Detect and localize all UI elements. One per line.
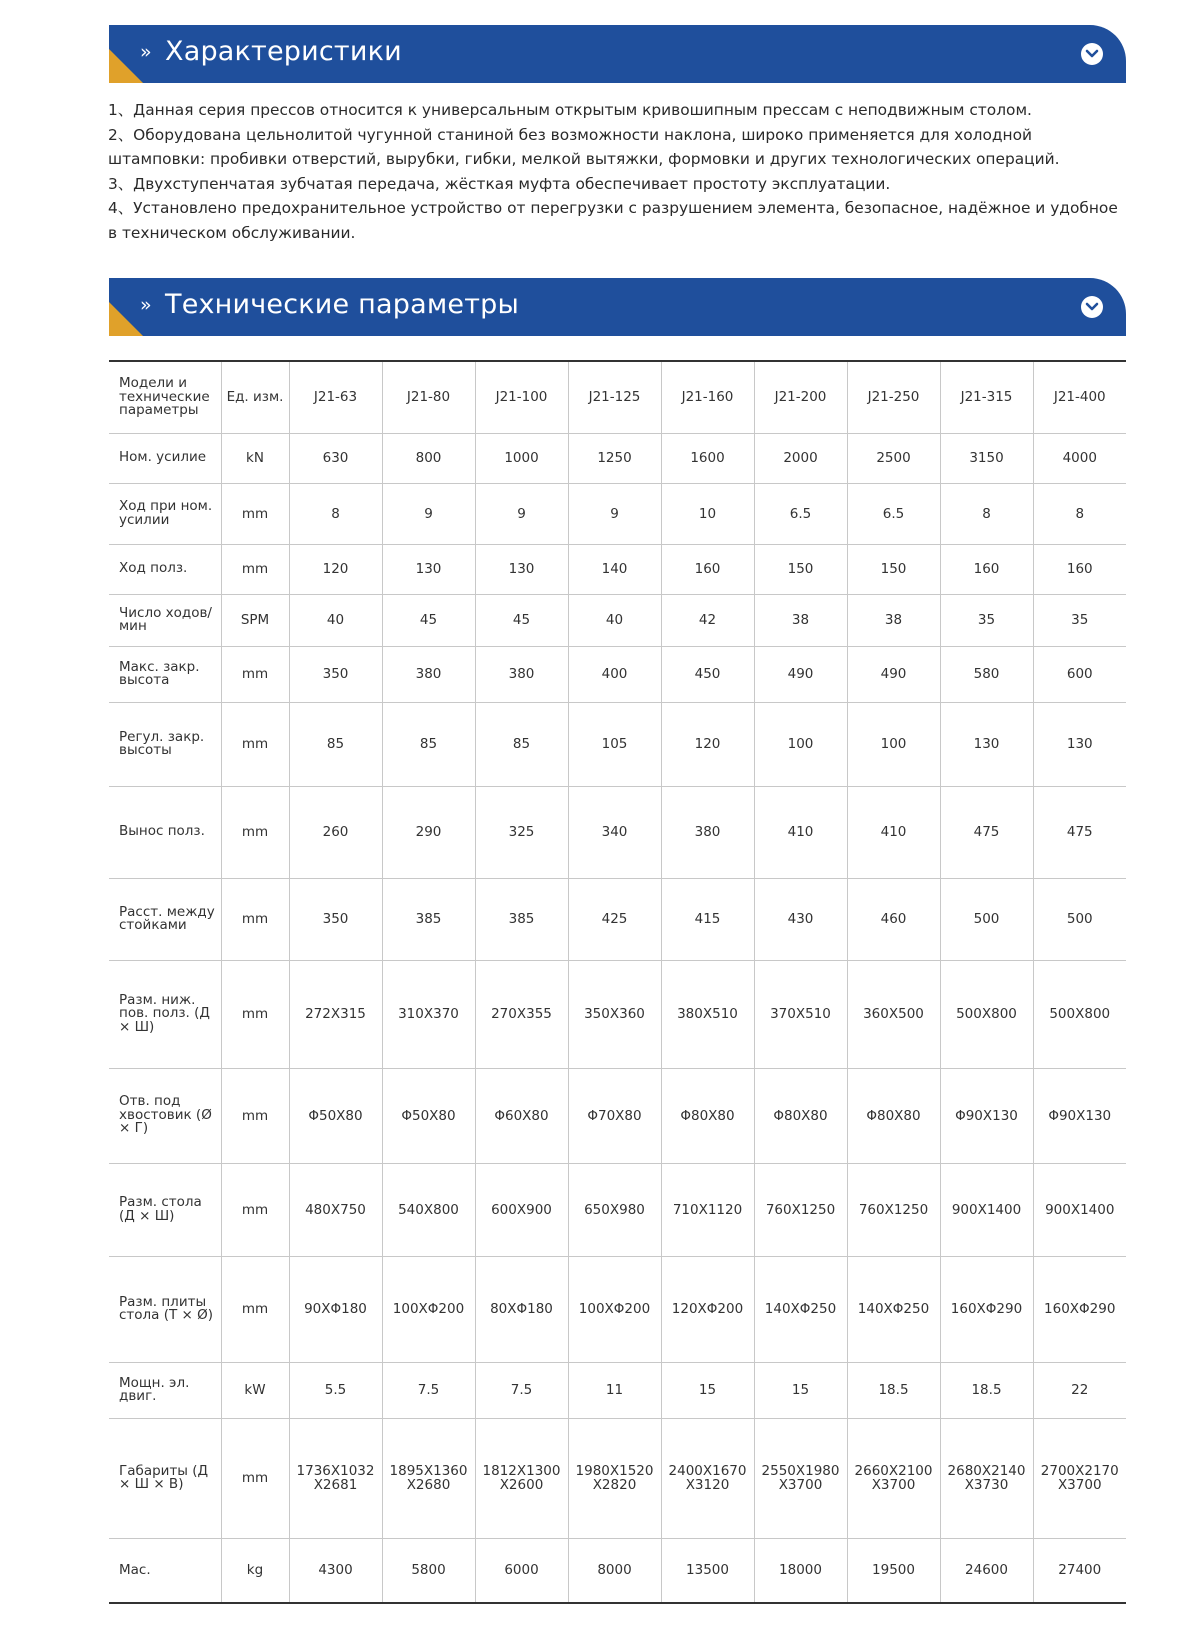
- param-name: Макс. закр. высота: [109, 646, 221, 702]
- features-list: [108, 98, 1128, 245]
- table-header-row: [109, 361, 1126, 433]
- value-cell: Φ80X80: [847, 1068, 940, 1163]
- spec-section-title: Технические параметры: [165, 289, 519, 320]
- corner-accent: [109, 49, 143, 83]
- corner-accent: [109, 302, 143, 336]
- value-cell: 42: [661, 594, 754, 646]
- param-name: Регул. закр. высоты: [109, 702, 221, 786]
- value-cell: 430: [754, 878, 847, 960]
- value-cell: 650X980: [568, 1163, 661, 1256]
- value-cell: 500X800: [1033, 960, 1126, 1068]
- value-cell: 385: [382, 878, 475, 960]
- value-cell: 475: [940, 786, 1033, 878]
- value-cell: 3150: [940, 433, 1033, 483]
- param-name: Мас.: [109, 1538, 221, 1603]
- value-cell: 35: [1033, 594, 1126, 646]
- value-cell: 1980X1520 X2820: [568, 1418, 661, 1538]
- param-name: Ход при ном. усилии: [109, 483, 221, 544]
- param-unit: mm: [221, 1068, 289, 1163]
- value-cell: 120XΦ200: [661, 1256, 754, 1362]
- table-row: [109, 786, 1126, 878]
- model-header: J21-125: [568, 361, 661, 433]
- value-cell: 2400X1670 X3120: [661, 1418, 754, 1538]
- value-cell: 2660X2100 X3700: [847, 1418, 940, 1538]
- value-cell: 45: [382, 594, 475, 646]
- value-cell: 270X355: [475, 960, 568, 1068]
- param-name: Мощн. эл. двиг.: [109, 1362, 221, 1418]
- value-cell: 310X370: [382, 960, 475, 1068]
- value-cell: 140XΦ250: [847, 1256, 940, 1362]
- chevron-right-icon: »: [140, 41, 152, 63]
- value-cell: 18.5: [940, 1362, 1033, 1418]
- value-cell: 450: [661, 646, 754, 702]
- value-cell: 380X510: [661, 960, 754, 1068]
- value-cell: Φ50X80: [289, 1068, 382, 1163]
- header-param-label: Модели и технические параметры: [109, 361, 221, 433]
- value-cell: 120: [661, 702, 754, 786]
- value-cell: 900X1400: [1033, 1163, 1126, 1256]
- table-row: [109, 1163, 1126, 1256]
- param-name: Габариты (Д × Ш × В): [109, 1418, 221, 1538]
- value-cell: 90XΦ180: [289, 1256, 382, 1362]
- value-cell: 160XΦ290: [1033, 1256, 1126, 1362]
- value-cell: 410: [754, 786, 847, 878]
- value-cell: 340: [568, 786, 661, 878]
- table-row: [109, 646, 1126, 702]
- features-section-header: [109, 25, 1126, 83]
- value-cell: 7.5: [475, 1362, 568, 1418]
- value-cell: 27400: [1033, 1538, 1126, 1603]
- table-row: [109, 1418, 1126, 1538]
- value-cell: 1000: [475, 433, 568, 483]
- value-cell: 710X1120: [661, 1163, 754, 1256]
- value-cell: 85: [382, 702, 475, 786]
- model-header: J21-100: [475, 361, 568, 433]
- feature-item: 4、Установлено предохранительное устройство от перегрузки с разрушением элемента, безопасное, надёжное и удобное в техническом обслуживании.: [108, 199, 1118, 242]
- spec-table: [109, 360, 1126, 1604]
- value-cell: 40: [289, 594, 382, 646]
- value-cell: 500: [940, 878, 1033, 960]
- value-cell: 120: [289, 544, 382, 594]
- value-cell: 4000: [1033, 433, 1126, 483]
- model-header: J21-200: [754, 361, 847, 433]
- value-cell: 15: [661, 1362, 754, 1418]
- value-cell: 370X510: [754, 960, 847, 1068]
- value-cell: 7.5: [382, 1362, 475, 1418]
- value-cell: 85: [289, 702, 382, 786]
- spec-section-header: [109, 278, 1126, 336]
- value-cell: 10: [661, 483, 754, 544]
- value-cell: 350: [289, 646, 382, 702]
- value-cell: Φ50X80: [382, 1068, 475, 1163]
- value-cell: 100: [847, 702, 940, 786]
- value-cell: Φ90X130: [940, 1068, 1033, 1163]
- value-cell: 2000: [754, 433, 847, 483]
- value-cell: 500X800: [940, 960, 1033, 1068]
- table-row: [109, 702, 1126, 786]
- param-name: Ном. усилие: [109, 433, 221, 483]
- value-cell: 150: [847, 544, 940, 594]
- param-unit: kW: [221, 1362, 289, 1418]
- value-cell: 9: [475, 483, 568, 544]
- param-name: Разм. плиты стола (Т × Ø): [109, 1256, 221, 1362]
- value-cell: 38: [847, 594, 940, 646]
- param-name: Отв. под хвостовик (Ø × Г): [109, 1068, 221, 1163]
- value-cell: 40: [568, 594, 661, 646]
- value-cell: 1600: [661, 433, 754, 483]
- value-cell: 6.5: [847, 483, 940, 544]
- value-cell: Φ80X80: [661, 1068, 754, 1163]
- param-unit: mm: [221, 646, 289, 702]
- value-cell: 350X360: [568, 960, 661, 1068]
- table-row: [109, 433, 1126, 483]
- value-cell: 2500: [847, 433, 940, 483]
- value-cell: 350: [289, 878, 382, 960]
- value-cell: 160XΦ290: [940, 1256, 1033, 1362]
- value-cell: 2550X1980 X3700: [754, 1418, 847, 1538]
- value-cell: 80XΦ180: [475, 1256, 568, 1362]
- value-cell: 130: [940, 702, 1033, 786]
- param-name: Расст. между стойками: [109, 878, 221, 960]
- value-cell: 18.5: [847, 1362, 940, 1418]
- value-cell: 45: [475, 594, 568, 646]
- value-cell: 325: [475, 786, 568, 878]
- param-unit: kN: [221, 433, 289, 483]
- param-unit: SPM: [221, 594, 289, 646]
- value-cell: 18000: [754, 1538, 847, 1603]
- value-cell: 38: [754, 594, 847, 646]
- value-cell: 425: [568, 878, 661, 960]
- model-header: J21-80: [382, 361, 475, 433]
- model-header: J21-160: [661, 361, 754, 433]
- value-cell: 35: [940, 594, 1033, 646]
- chevron-down-circle-icon[interactable]: [1081, 43, 1103, 65]
- param-unit: mm: [221, 1256, 289, 1362]
- value-cell: Φ70X80: [568, 1068, 661, 1163]
- value-cell: 760X1250: [754, 1163, 847, 1256]
- value-cell: 8: [1033, 483, 1126, 544]
- model-header: J21-250: [847, 361, 940, 433]
- param-name: Вынос полз.: [109, 786, 221, 878]
- chevron-down-circle-icon[interactable]: [1081, 296, 1103, 318]
- value-cell: 360X500: [847, 960, 940, 1068]
- value-cell: 160: [1033, 544, 1126, 594]
- value-cell: 400: [568, 646, 661, 702]
- param-unit: mm: [221, 786, 289, 878]
- value-cell: 540X800: [382, 1163, 475, 1256]
- value-cell: 1895X1360 X2680: [382, 1418, 475, 1538]
- value-cell: 380: [661, 786, 754, 878]
- value-cell: 6.5: [754, 483, 847, 544]
- value-cell: 1812X1300 X2600: [475, 1418, 568, 1538]
- value-cell: 24600: [940, 1538, 1033, 1603]
- value-cell: 8: [940, 483, 1033, 544]
- param-unit: mm: [221, 1163, 289, 1256]
- param-name: Ход полз.: [109, 544, 221, 594]
- value-cell: 415: [661, 878, 754, 960]
- value-cell: 630: [289, 433, 382, 483]
- value-cell: 272X315: [289, 960, 382, 1068]
- value-cell: 85: [475, 702, 568, 786]
- value-cell: 6000: [475, 1538, 568, 1603]
- value-cell: 130: [475, 544, 568, 594]
- value-cell: 290: [382, 786, 475, 878]
- param-unit: mm: [221, 878, 289, 960]
- value-cell: 460: [847, 878, 940, 960]
- chevron-right-icon: »: [140, 294, 152, 316]
- value-cell: 140XΦ250: [754, 1256, 847, 1362]
- param-unit: mm: [221, 1418, 289, 1538]
- value-cell: 100XΦ200: [568, 1256, 661, 1362]
- value-cell: 1736X1032 X2681: [289, 1418, 382, 1538]
- value-cell: 130: [382, 544, 475, 594]
- value-cell: 140: [568, 544, 661, 594]
- model-header: J21-400: [1033, 361, 1126, 433]
- value-cell: 100XΦ200: [382, 1256, 475, 1362]
- value-cell: 900X1400: [940, 1163, 1033, 1256]
- table-row: [109, 1068, 1126, 1163]
- feature-item: 1、Данная серия прессов относится к универсальным открытым кривошипным прессам с неподвижным столом.: [108, 101, 1032, 119]
- value-cell: 15: [754, 1362, 847, 1418]
- param-name: Разм. стола (Д × Ш): [109, 1163, 221, 1256]
- value-cell: 8: [289, 483, 382, 544]
- value-cell: 490: [754, 646, 847, 702]
- value-cell: 760X1250: [847, 1163, 940, 1256]
- header-unit-label: Ед. изм.: [221, 361, 289, 433]
- table-row: [109, 1362, 1126, 1418]
- table-row: [109, 483, 1126, 544]
- value-cell: 1250: [568, 433, 661, 483]
- value-cell: 410: [847, 786, 940, 878]
- value-cell: 385: [475, 878, 568, 960]
- value-cell: 2700X2170 X3700: [1033, 1418, 1126, 1538]
- value-cell: 260: [289, 786, 382, 878]
- table-row: [109, 1256, 1126, 1362]
- value-cell: 19500: [847, 1538, 940, 1603]
- table-row: [109, 878, 1126, 960]
- param-unit: mm: [221, 960, 289, 1068]
- value-cell: 475: [1033, 786, 1126, 878]
- feature-item: 3、Двухступенчатая зубчатая передача, жёсткая муфта обеспечивает простоту эксплуатации.: [108, 174, 891, 193]
- table-row: [109, 1538, 1126, 1603]
- param-name: Разм. ниж. пов. полз. (Д × Ш): [109, 960, 221, 1068]
- value-cell: 160: [661, 544, 754, 594]
- value-cell: 130: [1033, 702, 1126, 786]
- value-cell: 9: [382, 483, 475, 544]
- param-unit: kg: [221, 1538, 289, 1603]
- param-unit: mm: [221, 483, 289, 544]
- value-cell: 380: [382, 646, 475, 702]
- value-cell: Φ60X80: [475, 1068, 568, 1163]
- value-cell: 2680X2140 X3730: [940, 1418, 1033, 1538]
- value-cell: 4300: [289, 1538, 382, 1603]
- value-cell: 600X900: [475, 1163, 568, 1256]
- value-cell: 5800: [382, 1538, 475, 1603]
- model-header: J21-63: [289, 361, 382, 433]
- value-cell: 105: [568, 702, 661, 786]
- value-cell: 22: [1033, 1362, 1126, 1418]
- value-cell: 800: [382, 433, 475, 483]
- value-cell: 13500: [661, 1538, 754, 1603]
- value-cell: 600: [1033, 646, 1126, 702]
- value-cell: Φ90X130: [1033, 1068, 1126, 1163]
- value-cell: 160: [940, 544, 1033, 594]
- value-cell: 100: [754, 702, 847, 786]
- value-cell: Φ80X80: [754, 1068, 847, 1163]
- feature-item: 2、Оборудована цельнолитой чугунной станиной без возможности наклона, широко применяется для холодной штамповки: пробивки отверстий, вырубки, гибки, мелкой вытяжки, формовки и других технологических операций.: [108, 125, 1060, 168]
- value-cell: 490: [847, 646, 940, 702]
- table-row: [109, 544, 1126, 594]
- value-cell: 5.5: [289, 1362, 382, 1418]
- param-unit: mm: [221, 702, 289, 786]
- param-name: Число ходов/мин: [109, 594, 221, 646]
- value-cell: 11: [568, 1362, 661, 1418]
- value-cell: 150: [754, 544, 847, 594]
- value-cell: 500: [1033, 878, 1126, 960]
- param-unit: mm: [221, 544, 289, 594]
- table-row: [109, 594, 1126, 646]
- model-header: J21-315: [940, 361, 1033, 433]
- features-section-title: Характеристики: [165, 36, 402, 67]
- value-cell: 9: [568, 483, 661, 544]
- table-row: [109, 960, 1126, 1068]
- value-cell: 480X750: [289, 1163, 382, 1256]
- value-cell: 380: [475, 646, 568, 702]
- value-cell: 8000: [568, 1538, 661, 1603]
- value-cell: 580: [940, 646, 1033, 702]
